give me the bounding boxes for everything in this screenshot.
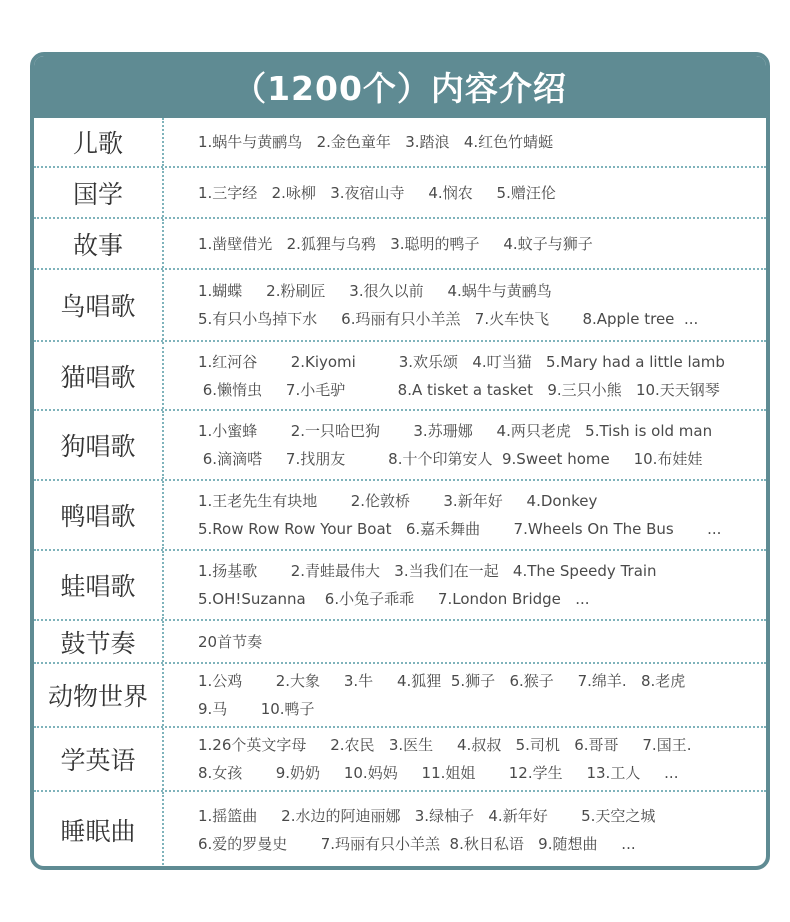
category-content bbox=[198, 481, 760, 549]
content-line: 1.公鸡 2.大象 3.牛 4.狐狸 5.狮子 6.猴子 7.绵羊. 8.老虎 bbox=[198, 672, 686, 690]
content-line: 1.蝴蝶 2.粉刷匠 3.很久以前 4.蜗牛与黄鹂鸟 bbox=[198, 282, 552, 300]
category-label: 鸭唱歌 bbox=[34, 481, 164, 549]
category-content bbox=[198, 792, 760, 868]
category-content bbox=[198, 168, 760, 217]
content-line: 5.OH!Suzanna 6.小兔子乖乖 7.London Bridge ... bbox=[198, 590, 590, 608]
content-line: 1.王老先生有块地 2.伦敦桥 3.新年好 4.Donkey bbox=[198, 492, 598, 510]
category-label: 国学 bbox=[34, 168, 164, 217]
category-row-mao bbox=[34, 342, 766, 411]
category-content bbox=[198, 664, 760, 726]
category-label: 鸟唱歌 bbox=[34, 270, 164, 340]
category-content bbox=[198, 551, 760, 619]
content-line: 5.有只小鸟掉下水 6.玛丽有只小羊羔 7.火车快飞 8.Apple tree ... bbox=[198, 310, 699, 328]
category-row-wa bbox=[34, 551, 766, 621]
content-line: 1.扬基歌 2.青蛙最伟大 3.当我们在一起 4.The Speedy Train bbox=[198, 562, 657, 580]
category-label: 蛙唱歌 bbox=[34, 551, 164, 619]
category-table bbox=[34, 118, 766, 868]
content-line: 1.小蜜蜂 2.一只哈巴狗 3.苏珊娜 4.两只老虎 5.Tish is old man bbox=[198, 422, 713, 440]
category-row-ya bbox=[34, 481, 766, 551]
content-line: 9.马 10.鸭子 bbox=[198, 700, 315, 718]
category-label: 动物世界 bbox=[34, 664, 164, 726]
category-row-guoxue bbox=[34, 168, 766, 219]
category-row-shuimian bbox=[34, 792, 766, 868]
category-content bbox=[198, 342, 760, 409]
category-row-erge bbox=[34, 118, 766, 168]
content-line: 1.26个英文字母 2.农民 3.医生 4.叔叔 5.司机 6.哥哥 7.国王. bbox=[198, 736, 692, 754]
content-line: 6.爱的罗曼史 7.玛丽有只小羊羔 8.秋日私语 9.随想曲 ... bbox=[198, 835, 636, 853]
category-content bbox=[198, 411, 760, 479]
category-row-gu bbox=[34, 621, 766, 664]
content-line: 1.红河谷 2.Kiyomi 3.欢乐颂 4.叮当猫 5.Mary had a little lamb bbox=[198, 352, 725, 371]
category-content bbox=[198, 270, 760, 340]
content-line: 6.滴滴嗒 7.找朋友 8.十个印第安人 9.Sweet home 10.布娃娃 bbox=[198, 450, 703, 468]
category-label: 儿歌 bbox=[34, 118, 164, 166]
category-label: 鼓节奏 bbox=[34, 621, 164, 662]
category-row-gou bbox=[34, 411, 766, 481]
content-line: 1.蜗牛与黄鹂鸟 2.金色童年 3.踏浪 4.红色竹蜻蜓 bbox=[198, 133, 554, 151]
content-line: 1.凿壁借光 2.狐狸与乌鸦 3.聪明的鸭子 4.蚊子与狮子 bbox=[198, 234, 593, 253]
category-row-niao bbox=[34, 270, 766, 342]
category-label: 故事 bbox=[34, 219, 164, 268]
category-content bbox=[198, 728, 760, 790]
content-line: 5.Row Row Row Your Boat 6.嘉禾舞曲 7.Wheels On The Bus ... bbox=[198, 520, 722, 538]
category-content bbox=[198, 219, 760, 268]
intro-card bbox=[30, 52, 770, 870]
category-label: 猫唱歌 bbox=[34, 342, 164, 409]
content-line: 1.三字经 2.咏柳 3.夜宿山寺 4.悯农 5.赠汪伦 bbox=[198, 183, 556, 202]
category-row-gushi bbox=[34, 219, 766, 270]
content-line: 1.摇篮曲 2.水边的阿迪丽娜 3.绿柚子 4.新年好 5.天空之城 bbox=[198, 807, 656, 825]
content-line: 8.女孩 9.奶奶 10.妈妈 11.姐姐 12.学生 13.工人 ... bbox=[198, 764, 679, 782]
category-row-yingyu bbox=[34, 728, 766, 792]
category-content bbox=[198, 621, 760, 662]
card-title: （1200个）内容介绍 bbox=[34, 56, 766, 118]
category-label: 睡眠曲 bbox=[34, 792, 164, 868]
category-label: 狗唱歌 bbox=[34, 411, 164, 479]
category-row-dongwu bbox=[34, 664, 766, 728]
category-label: 学英语 bbox=[34, 728, 164, 790]
category-content bbox=[198, 118, 760, 166]
content-line: 6.懒惰虫 7.小毛驴 8.A tisket a tasket 9.三只小熊 10.天天钢琴 bbox=[198, 380, 720, 399]
content-line: 20首节奏 bbox=[198, 632, 263, 651]
